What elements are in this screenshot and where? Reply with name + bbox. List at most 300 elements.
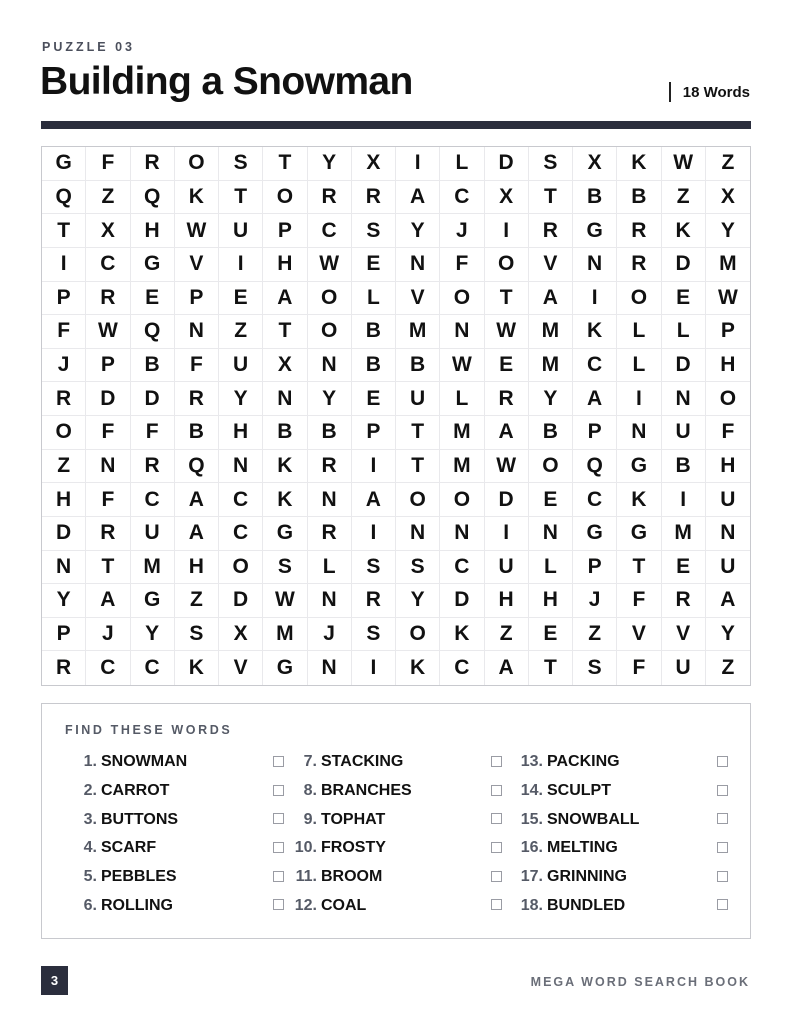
grid-cell[interactable]: L	[617, 349, 661, 383]
grid-cell[interactable]: L	[529, 551, 573, 585]
grid-cell[interactable]: V	[662, 618, 706, 652]
grid-cell[interactable]: U	[485, 551, 529, 585]
grid-cell[interactable]: W	[440, 349, 484, 383]
grid-cell[interactable]: B	[352, 315, 396, 349]
grid-cell[interactable]: I	[352, 651, 396, 685]
grid-cell[interactable]: U	[131, 517, 175, 551]
grid-cell[interactable]: R	[175, 382, 219, 416]
grid-cell[interactable]: C	[573, 349, 617, 383]
grid-cell[interactable]: N	[308, 483, 352, 517]
grid-cell[interactable]: R	[42, 382, 86, 416]
grid-cell[interactable]: N	[573, 248, 617, 282]
grid-cell[interactable]: N	[440, 315, 484, 349]
grid-cell[interactable]: N	[175, 315, 219, 349]
grid-cell[interactable]: C	[86, 248, 130, 282]
word-text: COAL	[321, 896, 367, 914]
grid-cell[interactable]: I	[485, 517, 529, 551]
grid-cell[interactable]: S	[529, 147, 573, 181]
grid-cell[interactable]: N	[308, 349, 352, 383]
grid-cell[interactable]: J	[86, 618, 130, 652]
grid-cell[interactable]: T	[529, 181, 573, 215]
grid-cell[interactable]: E	[662, 282, 706, 316]
word-column-2	[292, 748, 502, 920]
grid-cell[interactable]: N	[42, 551, 86, 585]
grid-cell[interactable]: D	[440, 584, 484, 618]
grid-cell[interactable]: P	[706, 315, 750, 349]
word-text: PEBBLES	[101, 868, 177, 886]
grid-cell[interactable]: O	[396, 618, 440, 652]
grid-cell[interactable]: G	[42, 147, 86, 181]
grid-cell[interactable]: O	[396, 483, 440, 517]
grid-cell[interactable]: A	[485, 416, 529, 450]
grid-cell[interactable]: U	[706, 551, 750, 585]
grid-cell[interactable]: R	[308, 181, 352, 215]
grid-cell[interactable]: M	[131, 551, 175, 585]
grid-cell[interactable]: R	[308, 450, 352, 484]
grid-cell[interactable]: Z	[573, 618, 617, 652]
grid-cell[interactable]: L	[440, 382, 484, 416]
word-checkbox[interactable]	[717, 813, 728, 824]
grid-cell[interactable]: D	[485, 483, 529, 517]
grid-cell[interactable]: D	[219, 584, 263, 618]
word-number: 18.	[520, 896, 543, 914]
grid-cell[interactable]: I	[573, 282, 617, 316]
grid-cell[interactable]: B	[175, 416, 219, 450]
grid-cell[interactable]: E	[529, 483, 573, 517]
grid-cell[interactable]: N	[308, 584, 352, 618]
grid-cell[interactable]: O	[219, 551, 263, 585]
grid-cell[interactable]: P	[573, 551, 617, 585]
grid-cell[interactable]: O	[308, 282, 352, 316]
grid-cell[interactable]: L	[617, 315, 661, 349]
grid-cell[interactable]: R	[131, 450, 175, 484]
grid-cell[interactable]: V	[219, 651, 263, 685]
word-checkbox[interactable]	[491, 871, 502, 882]
grid-cell[interactable]: N	[706, 517, 750, 551]
word-checkbox[interactable]	[717, 756, 728, 767]
grid-cell[interactable]: C	[308, 214, 352, 248]
word-number: 5.	[83, 868, 97, 886]
grid-cell[interactable]: I	[219, 248, 263, 282]
grid-cell[interactable]: O	[42, 416, 86, 450]
grid-cell[interactable]: U	[219, 214, 263, 248]
grid-cell[interactable]: H	[131, 214, 175, 248]
grid-cell[interactable]: K	[662, 214, 706, 248]
grid-cell[interactable]: A	[352, 483, 396, 517]
grid-cell[interactable]: T	[263, 147, 307, 181]
grid-cell[interactable]: S	[263, 551, 307, 585]
grid-cell[interactable]: Y	[131, 618, 175, 652]
grid-cell[interactable]: R	[529, 214, 573, 248]
grid-cell[interactable]: Y	[219, 382, 263, 416]
grid-cell[interactable]: N	[617, 416, 661, 450]
grid-cell[interactable]: B	[662, 450, 706, 484]
grid-cell[interactable]: O	[706, 382, 750, 416]
grid-cell[interactable]: K	[175, 651, 219, 685]
grid-cell[interactable]: Y	[308, 147, 352, 181]
grid-cell[interactable]: X	[219, 618, 263, 652]
grid-cell[interactable]: D	[42, 517, 86, 551]
grid-cell[interactable]: R	[352, 181, 396, 215]
grid-cell[interactable]: T	[86, 551, 130, 585]
grid-cell[interactable]: R	[352, 584, 396, 618]
grid-cell[interactable]: O	[440, 483, 484, 517]
grid-cell[interactable]: G	[617, 517, 661, 551]
grid-cell[interactable]: M	[440, 416, 484, 450]
grid-cell[interactable]: S	[352, 214, 396, 248]
grid-cell[interactable]: V	[617, 618, 661, 652]
grid-cell[interactable]: Y	[706, 214, 750, 248]
grid-cell[interactable]: Y	[529, 382, 573, 416]
grid-cell[interactable]: B	[263, 416, 307, 450]
grid-cell[interactable]: G	[573, 214, 617, 248]
grid-cell[interactable]: H	[263, 248, 307, 282]
book-title: MEGA WORD SEARCH BOOK	[530, 975, 750, 989]
grid-cell[interactable]: K	[440, 618, 484, 652]
grid-cell[interactable]: R	[42, 651, 86, 685]
grid-cell[interactable]: F	[175, 349, 219, 383]
grid-cell[interactable]: Z	[42, 450, 86, 484]
grid-cell[interactable]: F	[617, 584, 661, 618]
grid-cell[interactable]: G	[617, 450, 661, 484]
grid-cell[interactable]: O	[529, 450, 573, 484]
grid-cell[interactable]: R	[485, 382, 529, 416]
grid-cell[interactable]: N	[396, 248, 440, 282]
grid-cell[interactable]: K	[617, 147, 661, 181]
page-number: 3	[41, 966, 68, 995]
grid-cell[interactable]: R	[662, 584, 706, 618]
grid-cell[interactable]: T	[263, 315, 307, 349]
grid-cell[interactable]: X	[86, 214, 130, 248]
grid-cell[interactable]: T	[485, 282, 529, 316]
grid-cell[interactable]: A	[86, 584, 130, 618]
grid-cell[interactable]: U	[396, 382, 440, 416]
word-list-item	[72, 834, 282, 863]
grid-cell[interactable]: G	[131, 584, 175, 618]
word-checkbox[interactable]	[273, 785, 284, 796]
grid-cell[interactable]: C	[131, 651, 175, 685]
grid-cell[interactable]: H	[485, 584, 529, 618]
grid-cell[interactable]: A	[706, 584, 750, 618]
grid-cell[interactable]: R	[617, 248, 661, 282]
word-text: BRANCHES	[321, 782, 412, 800]
grid-cell[interactable]: S	[352, 618, 396, 652]
grid-cell[interactable]: D	[86, 382, 130, 416]
word-column-3	[518, 748, 728, 920]
grid-cell[interactable]: F	[706, 416, 750, 450]
grid-cell[interactable]: A	[175, 483, 219, 517]
grid-cell[interactable]: O	[175, 147, 219, 181]
grid-cell[interactable]: O	[485, 248, 529, 282]
grid-cell[interactable]: Y	[396, 584, 440, 618]
grid-cell[interactable]: P	[352, 416, 396, 450]
grid-cell[interactable]: Y	[42, 584, 86, 618]
grid-cell[interactable]: L	[352, 282, 396, 316]
grid-cell[interactable]: O	[308, 315, 352, 349]
grid-cell[interactable]: X	[485, 181, 529, 215]
grid-cell[interactable]: Q	[131, 181, 175, 215]
word-text: BUNDLED	[547, 896, 626, 914]
word-checkbox[interactable]	[491, 785, 502, 796]
grid-cell[interactable]: L	[308, 551, 352, 585]
grid-cell[interactable]: M	[529, 349, 573, 383]
grid-cell[interactable]: Z	[86, 181, 130, 215]
grid-cell[interactable]: S	[175, 618, 219, 652]
grid-cell[interactable]: Y	[396, 214, 440, 248]
grid-cell[interactable]: I	[485, 214, 529, 248]
grid-cell[interactable]: I	[352, 450, 396, 484]
puzzle-number: PUZZLE 03	[42, 40, 135, 54]
grid-cell[interactable]: H	[706, 349, 750, 383]
grid-cell[interactable]: Z	[721, 656, 735, 680]
grid-cell[interactable]: U	[662, 416, 706, 450]
grid-cell[interactable]: F	[86, 483, 130, 517]
word-checkbox[interactable]	[717, 871, 728, 882]
word-checkbox[interactable]	[273, 756, 284, 767]
grid-cell[interactable]: M	[440, 450, 484, 484]
grid-cell[interactable]: P	[86, 349, 130, 383]
word-checkbox[interactable]	[717, 899, 728, 910]
grid-cell[interactable]: Q	[42, 181, 86, 215]
grid-cell[interactable]: N	[86, 450, 130, 484]
grid-cell[interactable]: R	[617, 214, 661, 248]
grid-cell[interactable]: F	[617, 651, 661, 685]
grid-cell[interactable]: X	[706, 181, 750, 215]
grid-cell[interactable]: M	[529, 315, 573, 349]
grid-cell[interactable]: J	[308, 618, 352, 652]
grid-cell[interactable]: F	[86, 416, 130, 450]
grid-cell[interactable]: B	[396, 349, 440, 383]
grid-cell[interactable]: B	[352, 349, 396, 383]
grid-cell[interactable]: A	[485, 651, 529, 685]
grid-cell[interactable]: I	[42, 248, 86, 282]
grid-cell[interactable]: P	[175, 282, 219, 316]
grid-cell[interactable]: C	[440, 551, 484, 585]
grid-cell[interactable]: E	[219, 282, 263, 316]
grid-cell[interactable]: F	[42, 315, 86, 349]
word-number: 17.	[520, 868, 543, 886]
grid-cell[interactable]: I	[617, 382, 661, 416]
word-checkbox[interactable]	[491, 842, 502, 853]
word-list-item	[72, 777, 282, 806]
grid-cell[interactable]: Q	[175, 450, 219, 484]
grid-cell[interactable]: B	[131, 349, 175, 383]
grid-cell[interactable]: K	[573, 315, 617, 349]
grid-cell[interactable]: P	[263, 214, 307, 248]
grid-cell[interactable]: P	[573, 416, 617, 450]
grid-cell[interactable]: J	[573, 584, 617, 618]
grid-cell[interactable]: P	[42, 618, 86, 652]
grid-cell[interactable]: W	[662, 147, 706, 181]
grid-cell[interactable]: J	[440, 214, 484, 248]
grid-cell[interactable]: N	[440, 517, 484, 551]
grid-cell[interactable]: I	[396, 147, 440, 181]
word-checkbox[interactable]	[273, 871, 284, 882]
word-checkbox[interactable]	[717, 842, 728, 853]
grid-cell[interactable]: C	[573, 483, 617, 517]
grid-cell[interactable]: H	[706, 450, 750, 484]
word-list-item	[518, 805, 728, 834]
grid-cell[interactable]: Z	[219, 315, 263, 349]
word-checkbox[interactable]	[273, 842, 284, 853]
grid-cell[interactable]: V	[175, 248, 219, 282]
grid-cell[interactable]: O	[617, 282, 661, 316]
grid-cell[interactable]: N	[529, 517, 573, 551]
grid-cell[interactable]: U	[219, 349, 263, 383]
word-checkbox[interactable]	[491, 899, 502, 910]
grid-cell[interactable]: W	[263, 584, 307, 618]
grid-cell[interactable]: X	[573, 147, 617, 181]
grid-cell[interactable]: C	[86, 651, 130, 685]
grid-cell[interactable]: G	[131, 248, 175, 282]
grid-cell[interactable]: G	[263, 651, 307, 685]
grid-cell[interactable]: D	[485, 147, 529, 181]
grid-cell[interactable]: B	[573, 181, 617, 215]
grid-cell[interactable]: M	[396, 315, 440, 349]
word-number: 7.	[303, 753, 317, 771]
grid-cell[interactable]: Z	[662, 181, 706, 215]
grid-cell[interactable]: D	[662, 349, 706, 383]
word-checkbox[interactable]	[273, 899, 284, 910]
grid-cell[interactable]: E	[352, 382, 396, 416]
grid-cell[interactable]: W	[175, 214, 219, 248]
grid-cell[interactable]: N	[263, 382, 307, 416]
grid-cell[interactable]: Y	[308, 382, 352, 416]
grid-cell[interactable]: A	[175, 517, 219, 551]
grid-cell[interactable]: K	[396, 651, 440, 685]
grid-cell[interactable]: F	[440, 248, 484, 282]
grid-cell[interactable]: D	[662, 248, 706, 282]
word-text: BUTTONS	[101, 810, 179, 828]
grid-cell[interactable]: E	[529, 618, 573, 652]
grid-cell[interactable]: L	[662, 315, 706, 349]
grid-cell[interactable]: W	[86, 315, 130, 349]
word-checkbox[interactable]	[491, 756, 502, 767]
grid-cell[interactable]: Z	[485, 618, 529, 652]
word-list-item	[72, 748, 282, 777]
grid-cell[interactable]: Q	[573, 450, 617, 484]
grid-cell[interactable]: S	[219, 147, 263, 181]
grid-cell[interactable]: G	[263, 517, 307, 551]
grid-cell[interactable]: D	[131, 382, 175, 416]
grid-cell[interactable]: W	[485, 450, 529, 484]
grid-cell[interactable]: F	[131, 416, 175, 450]
grid-cell[interactable]: S	[573, 651, 617, 685]
grid-cell[interactable]: K	[263, 483, 307, 517]
grid-cell[interactable]: R	[86, 517, 130, 551]
grid-cell[interactable]: W	[706, 282, 750, 316]
grid-cell[interactable]: W	[308, 248, 352, 282]
grid-cell[interactable]: C	[131, 483, 175, 517]
grid-cell[interactable]: M	[706, 248, 750, 282]
grid-cell[interactable]: C	[440, 181, 484, 215]
grid-cell[interactable]: E	[131, 282, 175, 316]
word-list-item	[518, 748, 728, 777]
grid-cell[interactable]: U	[662, 651, 706, 685]
grid-cell[interactable]: P	[42, 282, 86, 316]
grid-cell[interactable]: L	[440, 147, 484, 181]
grid-cell[interactable]: E	[352, 248, 396, 282]
grid-cell[interactable]: C	[440, 651, 484, 685]
grid-cell[interactable]: A	[396, 181, 440, 215]
grid-cell[interactable]: T	[219, 181, 263, 215]
grid-cell[interactable]: M	[662, 517, 706, 551]
grid-cell[interactable]: K	[175, 181, 219, 215]
grid-cell[interactable]: J	[42, 349, 86, 383]
grid-cell[interactable]: Q	[131, 315, 175, 349]
grid-cell[interactable]: H	[219, 416, 263, 450]
grid-cell[interactable]: Z	[706, 147, 750, 181]
grid-cell[interactable]: W	[485, 315, 529, 349]
word-text: CARROT	[101, 782, 170, 800]
grid-cell[interactable]: I	[352, 517, 396, 551]
word-list-item	[292, 777, 502, 806]
grid-cell[interactable]: F	[86, 147, 130, 181]
grid-cell[interactable]: B	[617, 181, 661, 215]
grid-cell[interactable]: O	[263, 181, 307, 215]
grid-cell[interactable]: T	[529, 651, 573, 685]
grid-cell[interactable]: B	[308, 416, 352, 450]
grid-cell[interactable]: A	[263, 282, 307, 316]
word-list-item	[72, 805, 282, 834]
grid-cell[interactable]: S	[396, 551, 440, 585]
grid-cell[interactable]: X	[263, 349, 307, 383]
word-checkbox[interactable]	[717, 785, 728, 796]
grid-cell[interactable]: H	[175, 551, 219, 585]
word-count-label: 18 Words	[682, 83, 750, 101]
letter-grid	[41, 146, 751, 686]
grid-cell[interactable]: U	[706, 483, 750, 517]
grid-cell[interactable]: Z	[175, 584, 219, 618]
grid-cell[interactable]: T	[42, 214, 86, 248]
grid-cell[interactable]: O	[440, 282, 484, 316]
grid-cell[interactable]: T	[396, 416, 440, 450]
grid-cell[interactable]: Y	[706, 618, 750, 652]
grid-cell[interactable]: R	[86, 282, 130, 316]
grid-cell[interactable]: H	[42, 483, 86, 517]
grid-cell[interactable]: R	[308, 517, 352, 551]
grid-cell[interactable]: E	[485, 349, 529, 383]
grid-cell[interactable]: N	[396, 517, 440, 551]
grid-cell[interactable]: K	[263, 450, 307, 484]
word-list-item	[292, 805, 502, 834]
grid-cell[interactable]: T	[396, 450, 440, 484]
grid-cell[interactable]: N	[308, 651, 352, 685]
word-checkbox[interactable]	[273, 813, 284, 824]
grid-cell[interactable]: G	[573, 517, 617, 551]
grid-cell[interactable]: R	[131, 147, 175, 181]
grid-cell[interactable]: C	[219, 517, 263, 551]
grid-cell[interactable]: A	[573, 382, 617, 416]
grid-cell[interactable]: K	[617, 483, 661, 517]
grid-cell[interactable]: H	[529, 584, 573, 618]
word-checkbox[interactable]	[491, 813, 502, 824]
grid-cell[interactable]: S	[352, 551, 396, 585]
grid-cell[interactable]: M	[263, 618, 307, 652]
grid-cell[interactable]: V	[396, 282, 440, 316]
grid-cell[interactable]: N	[662, 382, 706, 416]
grid-cell[interactable]: E	[662, 551, 706, 585]
grid-cell[interactable]: X	[352, 147, 396, 181]
grid-cell[interactable]: I	[662, 483, 706, 517]
word-number: 10.	[294, 839, 317, 857]
grid-cell[interactable]: B	[529, 416, 573, 450]
grid-cell[interactable]: C	[219, 483, 263, 517]
grid-cell[interactable]: T	[617, 551, 661, 585]
grid-cell[interactable]: V	[529, 248, 573, 282]
grid-cell[interactable]: A	[529, 282, 573, 316]
grid-cell[interactable]: N	[219, 450, 263, 484]
